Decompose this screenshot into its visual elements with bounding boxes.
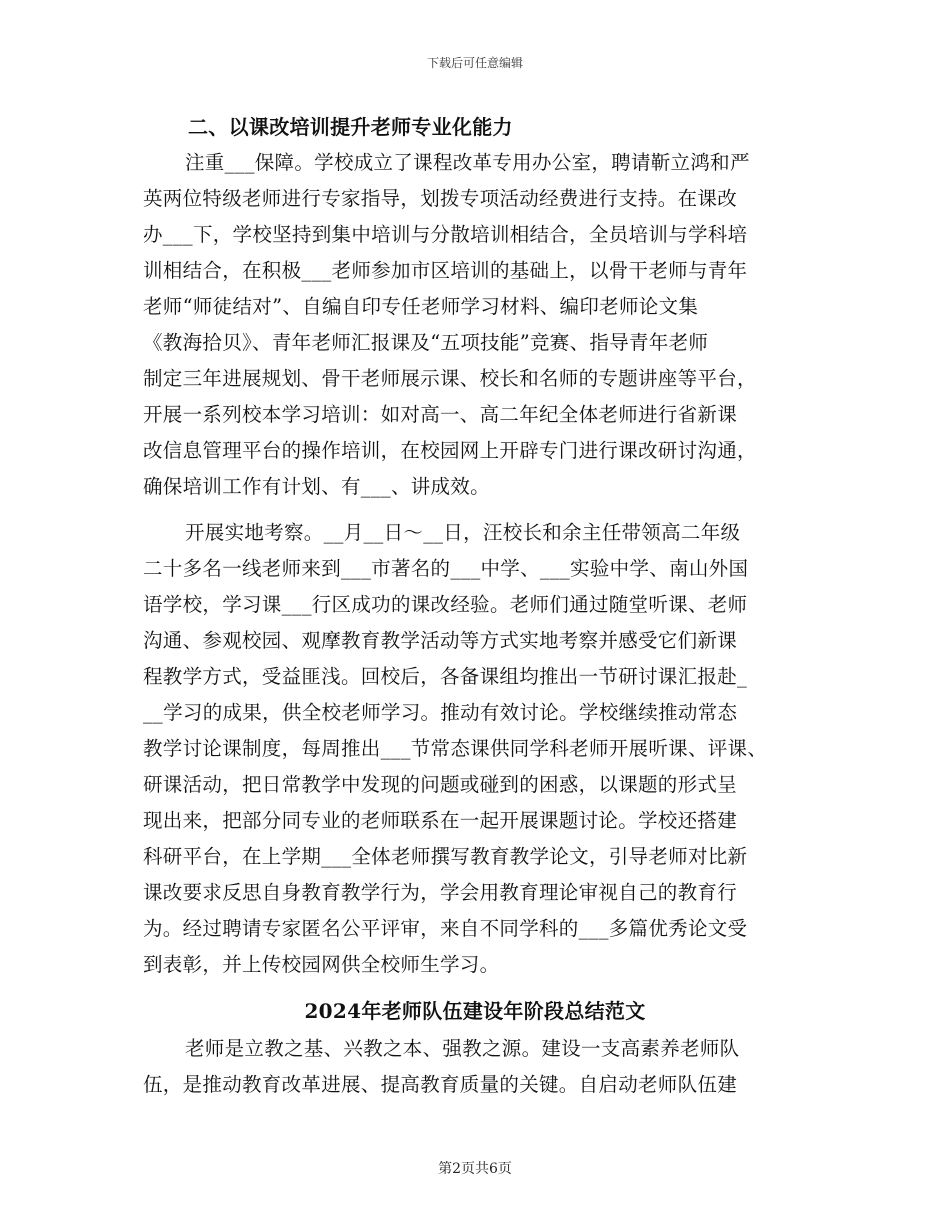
paragraph-line: 制定三年进展规划、骨干老师展示课、校长和名师的专题讲座等平台， bbox=[143, 367, 757, 390]
paragraph-line: 现出来，把部分同专业的老师联系在一起开展课题讨论。学校还搭建 bbox=[143, 809, 738, 832]
paragraph-line: __学习的成果，供全校老师学习。推动有效讨论。学校继续推动常态 bbox=[143, 701, 738, 724]
paragraph-line: 《教海拾贝》、青年老师汇报课及“五项技能”竞赛、指导青年老师 bbox=[143, 331, 709, 354]
paragraph-line: 研课活动，把日常教学中发现的问题或碰到的困惑，以课题的形式呈 bbox=[143, 773, 738, 796]
paragraph-line: 确保培训工作有计划、有___、讲成效。 bbox=[143, 475, 490, 498]
page-header: 下载后可任意编辑 bbox=[426, 56, 523, 70]
paragraph-line: 教学讨论课制度，每周推出___节常态课供同学科老师开展听课、评课、 bbox=[143, 737, 768, 760]
paragraph-line: 注重___保障。学校成立了课程改革专用办公室，聘请靳立鸿和严 bbox=[185, 151, 750, 174]
paragraph-line: 语学校，学习课___行区成功的课改经验。老师们通过随堂听课、老师 bbox=[143, 593, 748, 616]
paragraph-line: 程教学方式，受益匪浅。回校后，各备课组均推出一节研讨课汇报赴_ bbox=[143, 665, 748, 688]
paragraph-line: 老师“师徒结对”、自编自印专任老师学习材料、编印老师论文集 bbox=[143, 295, 699, 318]
paragraph-line: 为。经过聘请专家匿名公平评审，来自不同学科的___多篇优秀论文受 bbox=[143, 917, 748, 940]
paragraph-line: 沟通、参观校园、观摩教育教学活动等方式实地考察并感受它们新课 bbox=[143, 629, 738, 652]
page-footer: 第2页共6页 bbox=[438, 1161, 512, 1177]
paragraph-line: 到表彰，并上传校园网供全校师生学习。 bbox=[143, 953, 500, 976]
paragraph-line: 伍，是推动教育改革进展、提高教育质量的关键。自启动老师队伍建 bbox=[143, 1073, 738, 1096]
paragraph-line: 改信息管理平台的操作培训，在校园网上开辟专门进行课改研讨沟通， bbox=[143, 439, 757, 462]
paragraph-line: 训相结合，在积极___老师参加市区培训的基础上，以骨干老师与青年 bbox=[143, 259, 748, 282]
paragraph-line: 开展实地考察。__月__日～__日，汪校长和余主任带领高二年级 bbox=[185, 521, 741, 544]
paragraph-line: 科研平台，在上学期___全体老师撰写教育教学论文，引导老师对比新 bbox=[143, 845, 748, 868]
paragraph-line: 办___下，学校坚持到集中培训与分散培训相结合，全员培训与学科培 bbox=[143, 223, 748, 246]
paragraph-line: 二十多名一线老师来到___市著名的___中学、___实验中学、南山外国 bbox=[143, 557, 749, 580]
document-title: 2024年老师队伍建设年阶段总结范文 bbox=[304, 999, 646, 1023]
paragraph-line: 英两位特级老师进行专家指导，划拨专项活动经费进行支持。在课改 bbox=[143, 187, 738, 210]
paragraph-line: 开展一系列校本学习培训：如对高一、高二年纪全体老师进行省新课 bbox=[143, 403, 738, 426]
paragraph-line: 课改要求反思自身教育教学行为，学会用教育理论审视自己的教育行 bbox=[143, 881, 738, 904]
paragraph-line: 老师是立教之基、兴教之本、强教之源。建设一支高素养老师队 bbox=[185, 1037, 740, 1060]
section-heading: 二、以课改培训提升老师专业化能力 bbox=[188, 115, 513, 139]
